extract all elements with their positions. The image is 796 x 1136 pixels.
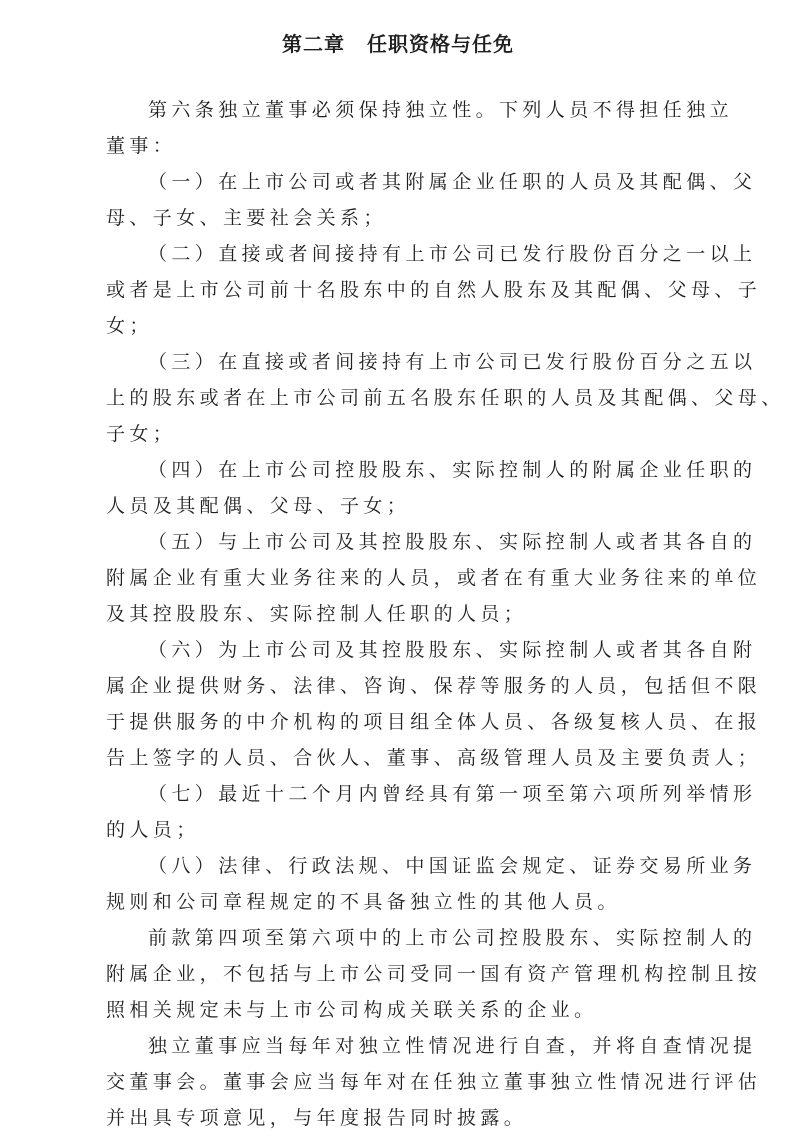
list-item-line: （六）为上市公司及其控股股东、实际控制人或者其各自附 <box>148 639 757 661</box>
article-intro-line: 第六条独立董事必须保持独立性。下列人员不得担任独立 <box>148 99 734 121</box>
chapter-label: 第二章 <box>282 32 345 56</box>
paragraph-line: 交董事会。董事会应当每年对在任独立董事独立性情况进行评估 <box>106 1071 762 1093</box>
list-item-line: 附属企业有重大业务往来的人员，或者在有重大业务往来的单位 <box>106 567 762 589</box>
article-label: 第六条 <box>148 99 219 121</box>
list-item-line: 属企业提供财务、法律、咨询、保荐等服务的人员，包括但不限 <box>106 675 762 697</box>
document-body <box>106 92 785 1136</box>
list-item-line: 子女； <box>106 423 177 445</box>
list-item-line: 告上签字的人员、合伙人、董事、高级管理人员及主要负责人； <box>106 747 762 769</box>
list-item-line: （八）法律、行政法规、中国证监会规定、证券交易所业务 <box>148 855 757 877</box>
list-item-line: （七）最近十二个月内曾经具有第一项至第六项所列举情形 <box>148 783 757 805</box>
list-item-line: 的人员； <box>106 819 200 841</box>
paragraph-line: 前款第四项至第六项中的上市公司控股股东、实际控制人的 <box>148 927 757 949</box>
list-item-line: 于提供服务的中介机构的项目组全体人员、各级复核人员、在报 <box>106 711 762 733</box>
list-item-line: 母、子女、主要社会关系； <box>106 207 387 229</box>
list-item-line: （三）在直接或者间接持有上市公司已发行股份百分之五以 <box>148 351 757 373</box>
list-item-line: （四）在上市公司控股股东、实际控制人的附属企业任职的 <box>148 459 757 481</box>
list-item-line: 及其控股股东、实际控制人任职的人员； <box>106 603 528 625</box>
paragraph-line: 附属企业，不包括与上市公司受同一国有资产管理机构控制且按 <box>106 963 762 985</box>
paragraph-line: 照相关规定未与上市公司构成关联关系的企业。 <box>106 999 598 1021</box>
chapter-heading <box>0 28 796 57</box>
list-item-line: （五）与上市公司及其控股股东、实际控制人或者其各自的 <box>148 531 757 553</box>
list-item-line: 上的股东或者在上市公司前五名股东任职的人员及其配偶、父母、 <box>106 387 785 409</box>
list-item-line: 人员及其配偶、父母、子女； <box>106 495 411 517</box>
list-item-line: 或者是上市公司前十名股东中的自然人股东及其配偶、父母、子 <box>106 279 762 301</box>
paragraph-line: 并出具专项意见，与年度报告同时披露。 <box>106 1107 528 1129</box>
article-intro-line: 董事： <box>106 135 177 157</box>
list-item-line: （二）直接或者间接持有上市公司已发行股份百分之一以上 <box>148 243 757 265</box>
paragraph-line: 独立董事应当每年对独立性情况进行自查，并将自查情况提 <box>148 1035 757 1057</box>
list-item-line: 规则和公司章程规定的不具备独立性的其他人员。 <box>106 891 621 913</box>
chapter-title: 任职资格与任免 <box>367 32 514 56</box>
list-item-line: （一）在上市公司或者其附属企业任职的人员及其配偶、父 <box>148 171 757 193</box>
list-item-line: 女； <box>106 315 153 337</box>
